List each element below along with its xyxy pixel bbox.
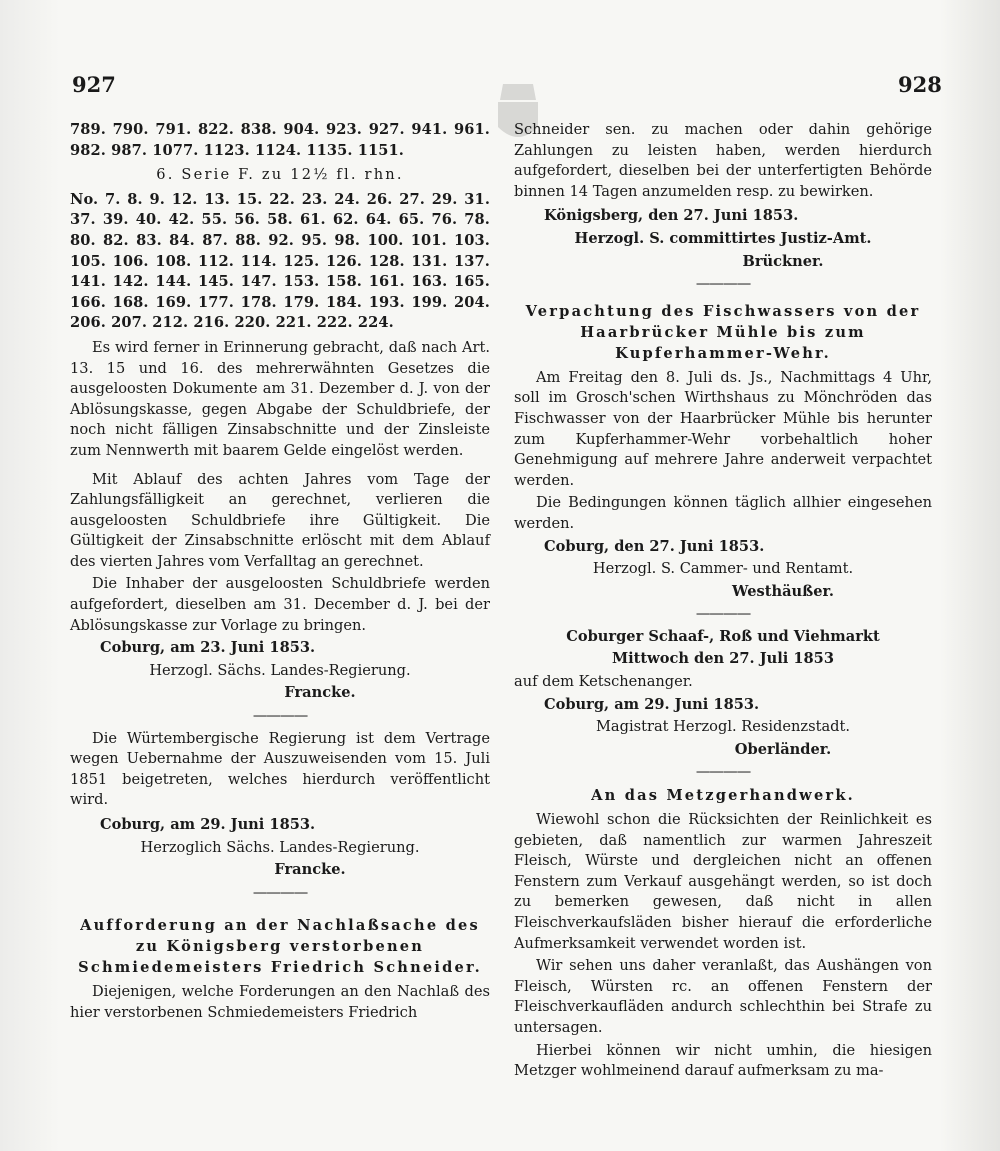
notice-paragraph-2: Mit Ablauf des achten Jahres vom Tage der Zahlungsfälligkeit an gerechnet, verlieren die ausgeloosten Schuldbriefe ihre Gültigkeit. Die Gültigkeit der Zinsabschnitte erlöscht mit dem Ablauf des vierten Jahres vom Verfalltag an gerechnet.	[70, 470, 490, 570]
notice-paragraph-r4: Wiewohl schon die Rücksichten der Reinlichkeit es gebieten, daß namentlich zur warmen Jahreszeit Fleisch, Würste und dergleichen nicht an offenen Fenstern zum Verkauf ausgehängt werden, so ist doch zu bemerken gewesen, daß nicht in allen Fleischverkaufsläden bisher hierauf die erforderliche Aufmerksamkeit verwendet worden ist.	[514, 811, 932, 952]
page-number-left: 927	[72, 72, 116, 97]
notice-paragraph-1: Es wird ferner in Erinnerung gebracht, daß nach Art. 13. 15 und 16. des mehrerwähnten Gesetzes die ausgeloosten Dokumente am 31. Dezember d. J. von der Ablösungskasse, gegen Abgabe der Schuldbriefe, der noch nicht fälligen Zinsabschnitte und der Zinsleiste zum Nennwerth mit baarem Gelde eingelöst werden.	[70, 338, 490, 459]
market-line-2: Mittwoch den 27. Juli 1853	[611, 650, 834, 668]
notice-title-r4: An das Metzgerhandwerk.	[591, 787, 855, 805]
page-number-right: 928	[898, 72, 942, 97]
signature-2: Francke.	[274, 861, 346, 879]
place-date-2: Coburg, am 29. Juni 1853.	[100, 816, 316, 833]
authority-r3: Magistrat Herzogl. Residenzstadt.	[595, 718, 851, 736]
separator-r3: ————	[695, 763, 751, 781]
notice-paragraph-5: Diejenigen, welche Forderungen an den Nachlaß des hier verstorbenen Schmiedemeisters Friedrich	[70, 983, 490, 1021]
separator-1: ————	[252, 707, 308, 725]
signature-r3: Oberländer.	[734, 740, 832, 758]
notice-paragraph-r2: Am Freitag den 8. Juli ds. Js., Nachmittags 4 Uhr, soll im Grosch'schen Wirthshaus zu Mönchröden das Fischwasser von der Haarbrücker Mühle bis herunter zum Kupferhammer-Wehr vorbehaltlich hoher Genehmigung auf mehrere Jahre anderweit verpachtet werden.	[514, 368, 932, 489]
separator-2: ————	[252, 883, 308, 901]
separator-r2: ————	[695, 605, 751, 623]
lottery-numbers-serie-f: No. 7. 8. 9. 12. 13. 15. 22. 23. 24. 26. 27. 29. 31. 37. 39. 40. 42. 55. 56. 58. 61. 62. 64. 65. 76. 78. 80. 82. 83. 84. 87. 88. 92. 95. 98. 100. 101. 103. 105. 106. 108. 112. 114. 125. 126. 128. 131. 137. 141. 142. 144. 145. 147. 153. 158. 161. 163. 165. 166. 168. 169. 177. 178. 179. 184. 193. 199. 204. 206. 207. 212. 216. 220. 221. 222. 224.	[70, 190, 490, 332]
signature-1: Francke.	[284, 684, 356, 702]
signature-r1: Brückner.	[742, 252, 824, 270]
authority-1: Herzogl. Sächs. Landes-Regierung.	[149, 661, 411, 679]
right-column	[514, 120, 932, 1084]
notice-paragraph-r1: Schneider sen. zu machen oder dahin gehörige Zahlungen zu leisten haben, werden hierdurch aufgefordert, dieselben bei der unterfertigten Behörde binnen 14 Tagen anzumelden resp. zu bewirken.	[514, 121, 932, 200]
notice-paragraph-r5: Wir sehen uns daher veranlaßt, das Aushängen von Fleisch, Würsten rc. an offenen Fenstern der Fleischverkaufläden andurch schlechthin bei Strafe zu untersagen.	[514, 957, 932, 1036]
place-date-1: Coburg, am 23. Juni 1853.	[100, 639, 316, 657]
market-line-3: auf dem Ketschenanger.	[514, 673, 693, 691]
notice-paragraph-3: Die Inhaber der ausgeloosten Schuldbriefe werden aufgefordert, dieselben am 31. December d. J. bei der Ablösungskasse zur Vorlage zu bringen.	[70, 575, 490, 634]
left-column	[70, 120, 490, 1026]
notice-title-r2: Verpachtung des Fischwassers von der Haarbrücker Mühle bis zum Kupferhammer-Wehr.	[525, 302, 921, 362]
place-date-r1: Königsberg, den 27. Juni 1853.	[544, 207, 799, 225]
authority-r2: Herzogl. S. Cammer- und Rentamt.	[592, 560, 854, 578]
authority-r1: Herzogl. S. committirtes Justiz-Amt.	[574, 229, 872, 247]
place-date-r2: Coburg, den 27. Juni 1853.	[544, 537, 765, 555]
place-date-r3: Coburg, am 29. Juni 1853.	[544, 695, 760, 713]
signature-r2: Westhäußer.	[732, 582, 834, 600]
notice-paragraph-4: Die Würtembergische Regierung ist dem Vertrage wegen Uebernahme der Auszuweisenden vom 15. Juli 1851 beigetreten, welches hierdurch veröffentlicht wird.	[70, 729, 490, 809]
lottery-numbers-top: 789. 790. 791. 822. 838. 904. 923. 927. 941. 961. 982. 987. 1077. 1123. 1124. 1135. 1151.	[70, 121, 490, 159]
notice-paragraph-r3: Die Bedingungen können täglich allhier eingesehen werden.	[514, 494, 932, 532]
market-line-1: Coburger Schaaf-, Roß und Viehmarkt	[566, 627, 880, 645]
serie-heading: 6. Serie F. zu 12½ fl. rhn.	[156, 166, 404, 184]
separator-r1: ————	[695, 275, 751, 293]
notice-paragraph-r6: Hierbei können wir nicht umhin, die hiesigen Metzger wohlmeinend darauf aufmerksam zu ma-	[514, 1041, 932, 1080]
notice-title-3: Aufforderung an der Nachlaßsache des zu Königsberg verstorbenen Schmiedemeisters Friedrich Schneider.	[78, 917, 482, 977]
authority-2: Herzoglich Sächs. Landes-Regierung.	[140, 838, 420, 856]
